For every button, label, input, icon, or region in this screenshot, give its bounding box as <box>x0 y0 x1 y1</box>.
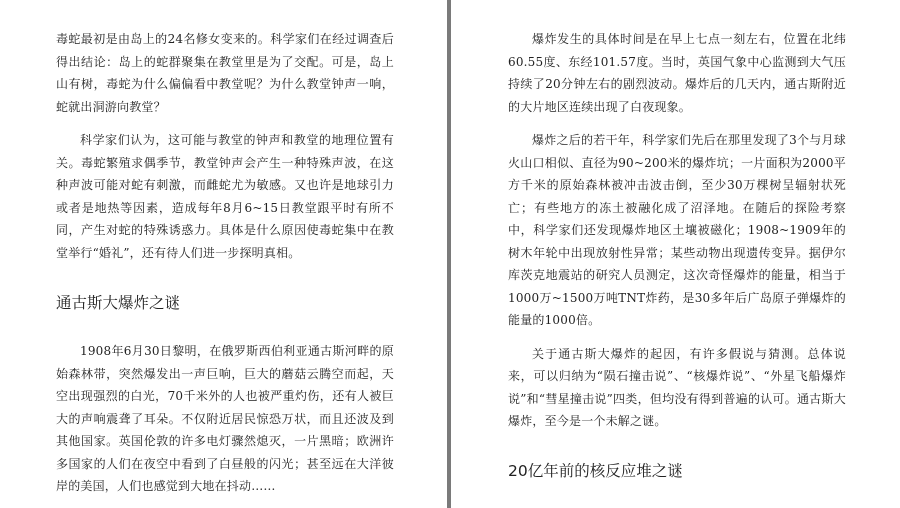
page-divider <box>447 0 451 508</box>
right-paragraph-1: 爆炸发生的具体时间是在早上七点一刻左右，位置在北纬60.55度、东经101.57度。当时，英国气象中心监测到大气压持续了20分钟左右的剧烈波动。爆炸后的几天内，通古斯附近的大片地区连续出现了白夜现象。 <box>508 32 846 114</box>
left-paragraph-1: 毒蛇最初是由岛上的24名修女变来的。科学家们在经过调查后得出结论：岛上的蛇群聚集在教堂里是为了交配。可是，岛上山有树，毒蛇为什么偏偏看中教堂呢？为什么教堂钟声一响，蛇就出洞游向教堂？ <box>56 32 394 114</box>
right-paragraph-3: 关于通古斯大爆炸的起因，有许多假说与猜测。总体说来，可以归纳为“陨石撞击说”、“核爆炸说”、“外星飞船爆炸说”和“彗星撞击说”四类，但均没有得到普遍的认可。通古斯大爆炸，至今是一个未解之谜。 <box>508 346 846 428</box>
right-paragraph-2: 爆炸之后的若干年，科学家们先后在那里发现了3个与月球火山口相似、直径为90~200米的爆炸坑；一片面积为2000平方千米的原始森林被冲击波击倒，至少30万棵树呈辐射状死亡；有些地方的冻土被融化成了沼泽地。在随后的探险考察中，科学家们还发现爆炸地区土壤被磁化；1908~1909年的树木年轮中出现放射性异常；某些动物出现遗传变异。据伊尔库茨克地震站的研究人员测定，这次奇怪爆炸的能量，相当于1000万~1500万吨TNT炸药，是30多年后广岛原子弹爆炸的能量的1000倍。 <box>508 133 846 327</box>
left-page <box>0 0 448 508</box>
right-page <box>452 0 900 508</box>
section-heading-reactor: 20亿年前的核反应堆之谜 <box>508 461 683 480</box>
section-heading-tunguska: 通古斯大爆炸之谜 <box>56 294 181 312</box>
left-paragraph-2: 科学家们认为，这可能与教堂的钟声和教堂的地理位置有关。毒蛇繁殖求偶季节，教堂钟声会产生一种特殊声波，在这种声波可能对蛇有刺激，而雌蛇尤为敏感。又也许是地球引力或者是地热等因素，造成每年8月6~15日教堂跟平时有所不同，产生对蛇的特殊诱惑力。具体是什么原因使毒蛇集中在教堂举行“婚礼”，还有待人们进一步探明真相。 <box>56 133 394 260</box>
left-paragraph-3: 1908年6月30日黎明，在俄罗斯西伯利亚通古斯河畔的原始森林带，突然爆发出一声巨响，巨大的蘑菇云腾空而起，天空出现强烈的白光，70千米外的人也被严重灼伤，还有人被巨大的声响震聋了耳朵。不仅附近居民惊恐万状，而且还波及到其他国家。英国伦敦的许多电灯骤然熄灭，一片黑暗；欧洲许多国家的人们在夜空中看到了白昼般的闪光；甚至远在大洋彼岸的美国，人们也感觉到大地在抖动…… <box>56 344 394 493</box>
